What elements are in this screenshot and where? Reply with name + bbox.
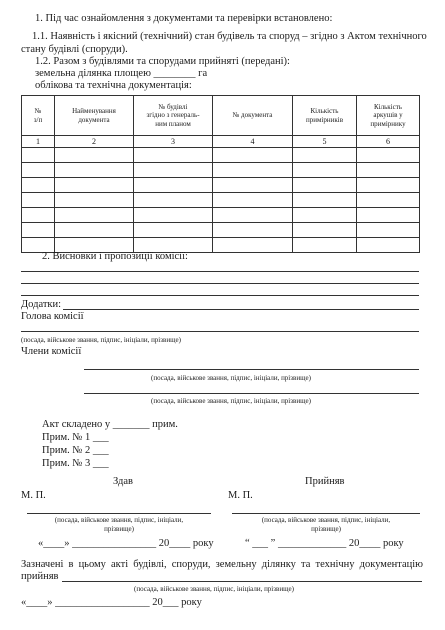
- header-cell-sheets: Кількість аркушів у примірнику: [357, 96, 420, 136]
- handed-over-caption-2: прізвище): [104, 525, 134, 533]
- table-cell[interactable]: [293, 223, 357, 238]
- column-number-cell: 2: [55, 136, 134, 148]
- table-row: [22, 178, 420, 193]
- table-cell[interactable]: [293, 193, 357, 208]
- member-caption-2: (посада, військове звання, підпис, ініціали, прізвище): [151, 397, 311, 405]
- table-cell[interactable]: [134, 208, 213, 223]
- stamp-left: М. П.: [21, 490, 46, 501]
- table-cell[interactable]: [55, 163, 134, 178]
- column-number-cell: 6: [357, 136, 420, 148]
- stamp-right: М. П.: [228, 490, 253, 501]
- column-number-cell: 3: [134, 136, 213, 148]
- table-cell[interactable]: [293, 238, 357, 253]
- table-row: [22, 208, 420, 223]
- intro-line-4: 1.2. Разом з будівлями та спорудами прийняті (передані):: [35, 56, 290, 67]
- table-cell[interactable]: [213, 208, 293, 223]
- table-cell[interactable]: [134, 148, 213, 163]
- table-header-row: [22, 96, 420, 136]
- registration-text: Зазначені в цьому акті будівлі, споруди, земельну ділянку та технічну документацію: [21, 559, 423, 570]
- accepted-caption-2: прізвище): [311, 525, 341, 533]
- intro-line-2: 1.1. Наявність і якісний (технічний) стан будівель та споруд – згідно з Актом технічного: [32, 31, 427, 42]
- header-cell-document-name: Найменування документа: [55, 96, 134, 136]
- documentation-table: [21, 95, 420, 253]
- table-row: [22, 148, 420, 163]
- intro-line-1: 1. Під час ознайомлення з документами та перевірки встановлено:: [35, 13, 333, 24]
- copy-2-line: Прим. № 2 ___: [42, 445, 109, 456]
- table-row: [22, 163, 420, 178]
- members-label: Члени комісії: [21, 346, 82, 357]
- header-cell-document-number: № документа: [213, 96, 293, 136]
- header-cell-copies: Кількість примірників: [293, 96, 357, 136]
- chair-label: Голова комісії: [21, 311, 84, 322]
- chair-caption: (посада, військове звання, підпис, ініціали, прізвище): [21, 336, 181, 344]
- copy-3-line: Прим. № 3 ___: [42, 458, 109, 469]
- table-cell[interactable]: [213, 163, 293, 178]
- handed-over-signature-line[interactable]: [27, 513, 211, 514]
- table-cell[interactable]: [55, 193, 134, 208]
- table-cell[interactable]: [55, 178, 134, 193]
- table-cell[interactable]: [55, 148, 134, 163]
- intro-line-3: стану будівлі (споруди).: [21, 44, 128, 55]
- registration-date[interactable]: «____» __________________ 20___ року: [21, 597, 202, 608]
- table-cell[interactable]: [357, 208, 420, 223]
- column-number-cell: 4: [213, 136, 293, 148]
- member-caption-1: (посада, військове звання, підпис, ініціали, прізвище): [151, 374, 311, 382]
- table-cell[interactable]: [134, 223, 213, 238]
- table-cell[interactable]: [357, 163, 420, 178]
- table-cell[interactable]: [357, 238, 420, 253]
- accepted-caption-1: (посада, військове звання, підпис, ініціали,: [261, 516, 391, 524]
- table-cell[interactable]: [357, 148, 420, 163]
- accepted-label: Прийняв: [305, 476, 345, 487]
- table-cell[interactable]: [22, 208, 55, 223]
- table-cell[interactable]: [22, 193, 55, 208]
- table-cell[interactable]: [293, 178, 357, 193]
- registration-caption: (посада, військове звання, підпис, ініціали, прізвище): [134, 585, 294, 593]
- copy-1-line: Прим. № 1 ___: [42, 432, 109, 443]
- table-cell[interactable]: [213, 193, 293, 208]
- conclusions-line-3[interactable]: [21, 295, 419, 296]
- table-cell[interactable]: [213, 148, 293, 163]
- table-cell[interactable]: [293, 148, 357, 163]
- registration-accepted-label: прийняв: [21, 571, 59, 582]
- table-cell[interactable]: [293, 208, 357, 223]
- act-copies-count: Акт складено у _______ прим.: [42, 419, 178, 430]
- table-cell[interactable]: [213, 238, 293, 253]
- table-cell[interactable]: [134, 178, 213, 193]
- conclusions-label: 2. Висновки і пропозиції комісії:: [42, 251, 188, 262]
- attachments-line[interactable]: [63, 309, 419, 310]
- table-cell[interactable]: [213, 178, 293, 193]
- table-cell[interactable]: [22, 223, 55, 238]
- column-number-cell: 1: [22, 136, 55, 148]
- table-cell[interactable]: [357, 193, 420, 208]
- header-cell-number: № з/п: [22, 96, 55, 136]
- accepted-date[interactable]: “ ___ ” _____________ 20____ року: [245, 538, 404, 549]
- table-cell[interactable]: [22, 148, 55, 163]
- handed-over-date[interactable]: «____» ________________ 20____ року: [38, 538, 214, 549]
- member-signature-line-2[interactable]: [84, 393, 419, 394]
- land-area-line: земельна ділянка площею ________ га: [35, 68, 208, 79]
- handed-over-caption-1: (посада, військове звання, підпис, ініціали,: [54, 516, 184, 524]
- documentation-label: облікова та технічна документація:: [35, 80, 192, 91]
- column-number-cell: 5: [293, 136, 357, 148]
- conclusions-line-2[interactable]: [21, 283, 419, 284]
- chair-signature-line[interactable]: [21, 331, 419, 332]
- table-cell[interactable]: [293, 163, 357, 178]
- table-row: [22, 223, 420, 238]
- table-numbering-row: [22, 136, 420, 148]
- member-signature-line-1[interactable]: [84, 369, 419, 370]
- table-cell[interactable]: [357, 178, 420, 193]
- table-cell[interactable]: [22, 178, 55, 193]
- accepted-signature-line[interactable]: [232, 513, 420, 514]
- table-cell[interactable]: [55, 208, 134, 223]
- table-cell[interactable]: [22, 163, 55, 178]
- header-cell-building-number: № будівлі згідно з генераль- ним планом: [134, 96, 213, 136]
- table-cell[interactable]: [134, 193, 213, 208]
- registration-signature-line[interactable]: [62, 581, 422, 582]
- table-row: [22, 193, 420, 208]
- table-cell[interactable]: [213, 223, 293, 238]
- table-cell[interactable]: [55, 223, 134, 238]
- conclusions-line-1[interactable]: [21, 271, 419, 272]
- attachments-label: Додатки:: [21, 299, 62, 310]
- table-cell[interactable]: [134, 163, 213, 178]
- handed-over-label: Здав: [113, 476, 133, 487]
- table-cell[interactable]: [357, 223, 420, 238]
